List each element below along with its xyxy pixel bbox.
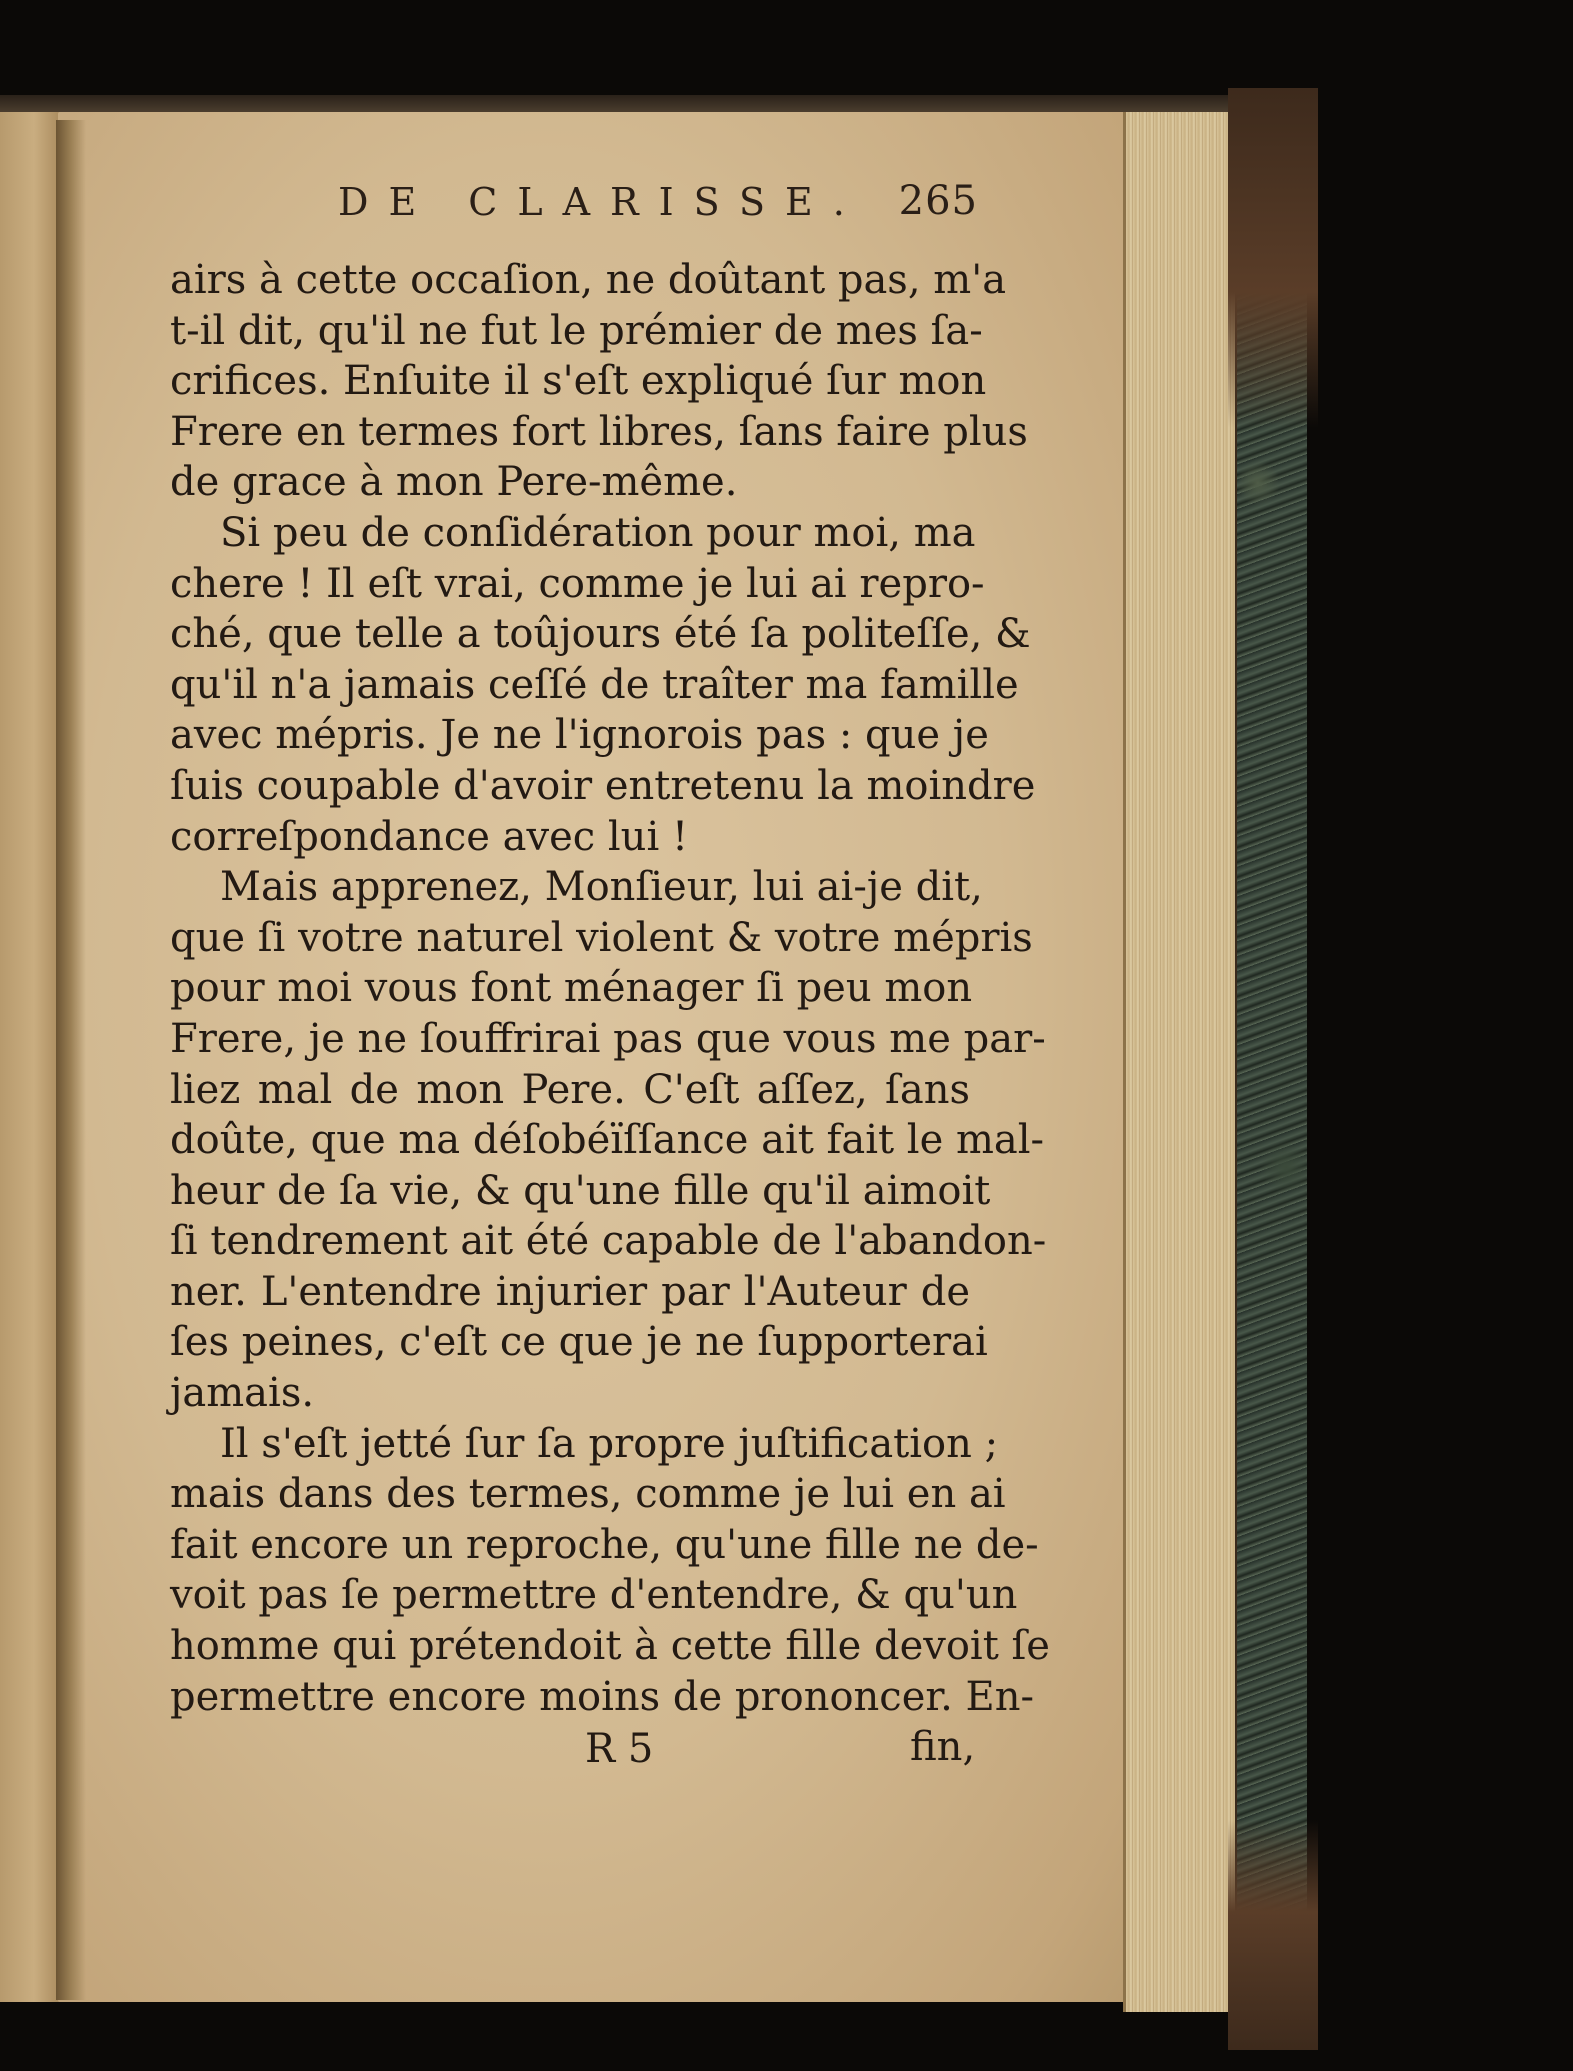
running-title: DE CLARISSE. <box>338 180 865 224</box>
text-line: fait encore un reproche, qu'une fille ne de- <box>170 1521 1039 1568</box>
text-line: liez mal de mon Pere. C'eſt aſſez, ſans <box>170 1066 970 1113</box>
text-line: Frere, je ne ſouffrirai pas que vous me par- <box>170 1015 1046 1062</box>
text-line: permettre encore moins de prononcer. En- <box>170 1673 1035 1720</box>
text-line: ner. L'entendre injurier par l'Auteur de <box>170 1268 970 1315</box>
text-line: mais dans des termes, comme je lui en ai <box>170 1471 1006 1518</box>
text-line: crifices. Enſuite il s'eſt expliqué ſur mon <box>170 358 987 405</box>
text-line: chere ! Il eſt vrai, comme je lui ai repro- <box>170 560 985 607</box>
book-gutter <box>56 120 86 2000</box>
leather-corner-bottom <box>1228 1820 1318 2050</box>
text-line: ſi tendrement ait été capable de l'abandon- <box>170 1218 1047 1265</box>
text-line: Mais apprenez, Monſieur, lui ai-je dit, <box>220 864 983 911</box>
text-line: ſes peines, c'eſt ce que je ne ſupporterai <box>170 1319 988 1366</box>
text-line: avec mépris. Je ne l'ignorois pas : que je <box>170 712 989 759</box>
signature-mark: R 5 <box>585 1726 654 1772</box>
text-line: ché, que telle a toûjours été ſa politeſſe, & <box>170 611 1031 658</box>
text-line: jamais. <box>170 1370 315 1417</box>
text-line: airs à cette occaſion, ne doûtant pas, m'a <box>170 257 1007 303</box>
text-line: correſpondance avec lui ! <box>170 813 689 860</box>
leather-corner-top <box>1228 88 1318 428</box>
text-line: homme qui prétendoit à cette fille devoit ſe <box>170 1623 1050 1670</box>
text-line: pour moi vous font ménager ſi peu mon <box>170 965 973 1012</box>
catchword: fin, <box>910 1724 976 1770</box>
text-line: Il s'eſt jetté ſur ſa propre juſtification ; <box>220 1420 999 1467</box>
text-line: Frere en termes fort libres, ſans faire plus <box>170 408 1028 455</box>
body-text <box>170 255 1050 1722</box>
text-line: qu'il n'a jamais ceſſé de traîter ma famille <box>170 661 1019 708</box>
text-line: voit pas ſe permettre d'entendre, & qu'un <box>170 1572 1018 1619</box>
page-number: 265 <box>898 178 978 224</box>
text-line: doûte, que ma déſobéïſſance ait fait le mal- <box>170 1117 1045 1164</box>
text-line: que ſi votre naturel violent & votre mépris <box>170 914 1033 961</box>
text-line: t-il dit, qu'il ne fut le prémier de mes ſa- <box>170 307 983 354</box>
running-head <box>338 180 978 234</box>
text-line: heur de ſa vie, & qu'une fille qu'il aimoit <box>170 1167 991 1214</box>
text-line: Si peu de conſidération pour moi, ma <box>220 509 976 556</box>
previous-page-edge <box>0 112 64 2002</box>
text-line: ſuis coupable d'avoir entretenu la moindre <box>170 762 1036 809</box>
text-line: de grace à mon Pere-même. <box>170 459 738 506</box>
